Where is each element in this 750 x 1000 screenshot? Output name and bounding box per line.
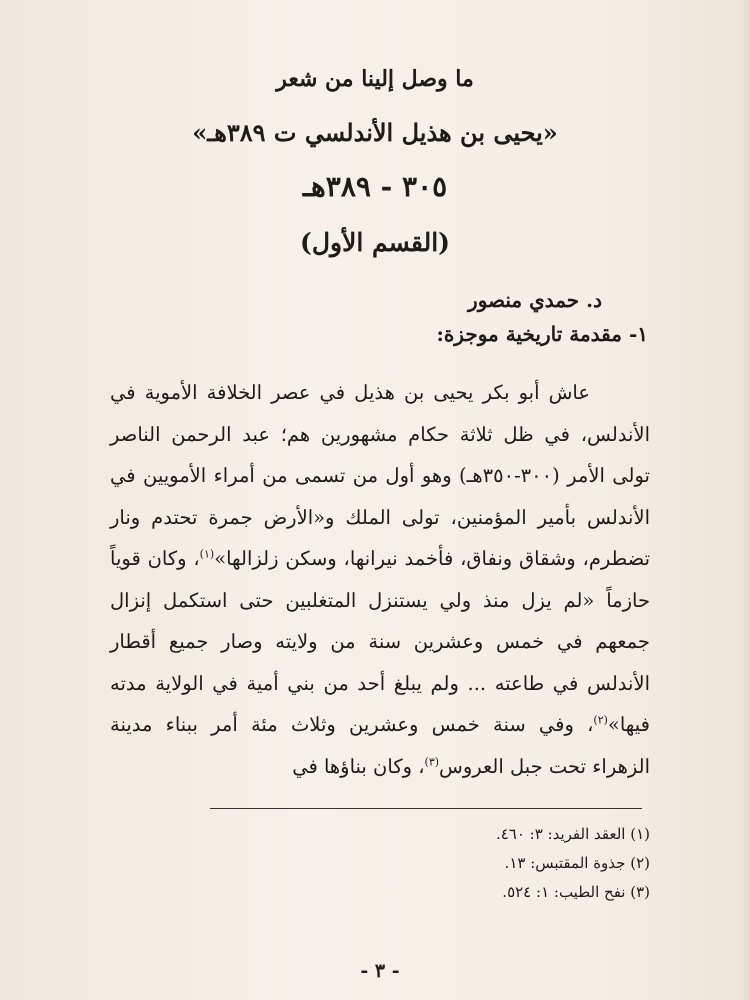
page-number: - ٣ - — [360, 960, 400, 982]
footnote-divider — [210, 808, 642, 809]
footnote-3: (٣) نفح الطيب: ١: ٥٢٤. — [502, 883, 650, 901]
title-dates: ٣٠٥ - ٣٨٩هـ — [302, 170, 448, 203]
footnote-ref-1: (١) — [199, 547, 215, 561]
body-paragraph-container — [110, 372, 650, 787]
footnote-ref-2: (٢) — [593, 713, 608, 727]
footnote-1: (١) العقد الفريد: ٣: ٤٦٠. — [495, 825, 650, 843]
body-text-part-1: عاش أبو بكر يحيى بن هذيل في عصر الخلافة الأموية في الأندلس، في ظل ثلاثة حكام مشهورين هم؛ عبد الرحمن الناصر تولى الأمر (٣٠٠-٣٥٠هـ) وهو أول من تسمى من أمراء الأمويين في الأندلس بأمير المؤمنين، تولى الملك و«الأرض جمرة تحتدم ونار تضطرم، وشقاق ونفاق، فأخمد نيرانها، وسكن زلزالها» — [110, 381, 650, 570]
title-line-2: «يحيى بن هذيل الأندلسي ت ٣٨٩هـ» — [192, 118, 558, 147]
section-heading: ١- مقدمة تاريخية موجزة: — [436, 322, 648, 346]
author-name: د. حمدي منصور — [468, 288, 602, 312]
footnote-2: (٢) جذوة المقتبس: ١٣. — [504, 854, 650, 872]
footnote-ref-3: (٣) — [424, 755, 440, 768]
title-line-1: ما وصل إلينا من شعر — [276, 66, 474, 92]
title-part: (القسم الأول) — [300, 228, 450, 257]
body-paragraph — [110, 372, 650, 787]
body-text-part-3: ، وفي سنة خمس وعشرين وثلاث مئة أمر ببناء مدينة الزهراء تحت جبل العروس — [110, 713, 650, 778]
footnotes — [350, 820, 650, 907]
body-text-part-2: ، وكان قوياً حازماً «لم يزل منذ ولي يستنزل المتغلبين حتى استكمل إنزال جمعهم في خمس وعشرين سنة من ولايته وصار جميع أقطار الأندلس في طاعته ... ولم يبلغ أحد من بني أمية في الولاية مدته فيها» — [110, 547, 650, 736]
body-text-part-4: ، وكان بناؤها في — [292, 754, 425, 778]
